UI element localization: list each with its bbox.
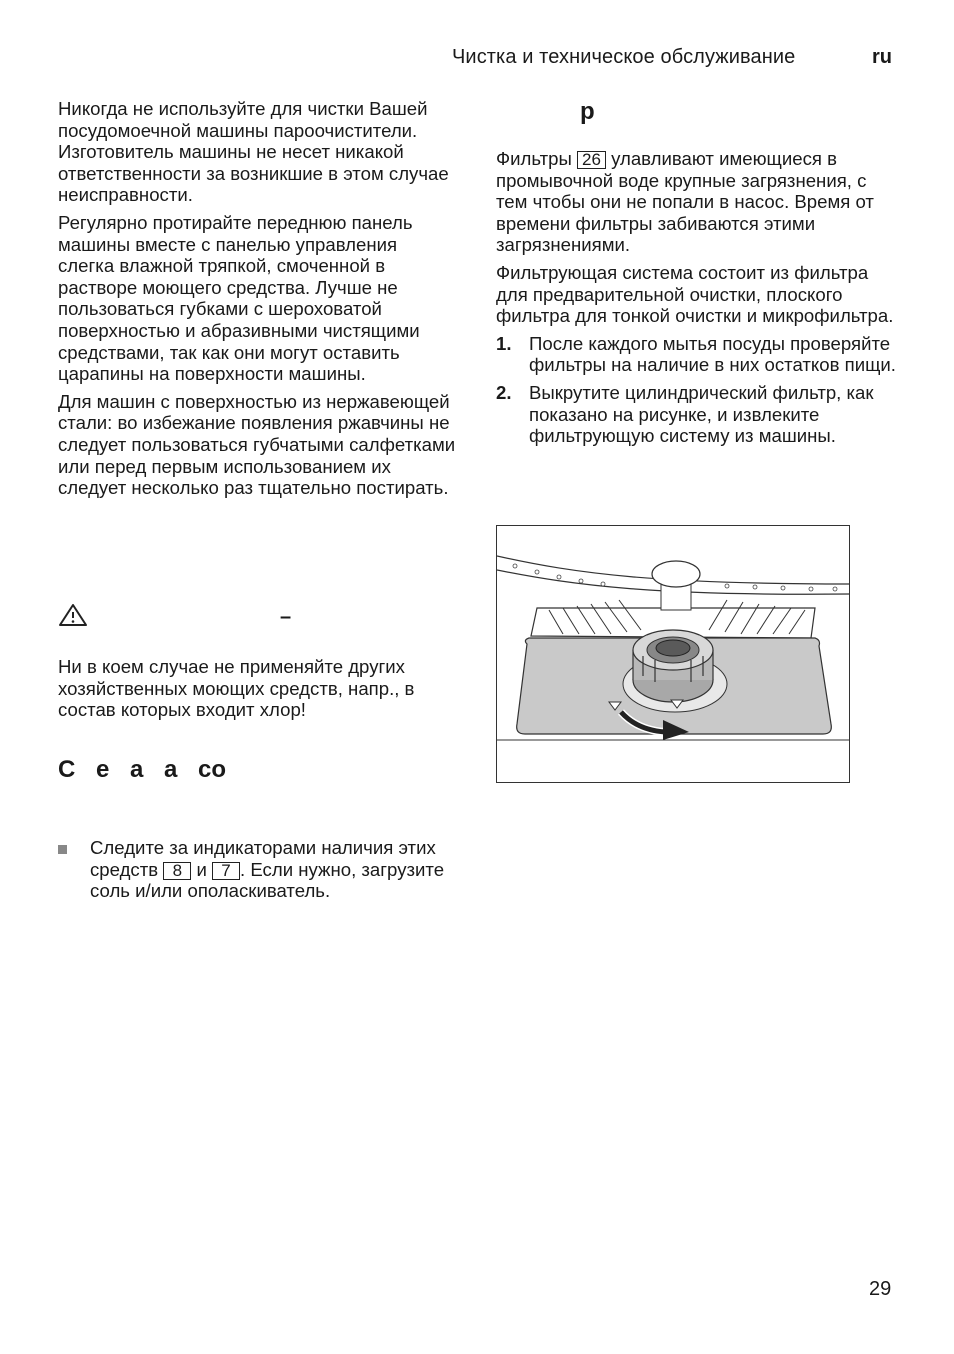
filter-illustration bbox=[496, 525, 850, 783]
step-text: После каждого мытья посуды проверяйте фильтры на наличие в них остатков пищи. bbox=[529, 332, 896, 376]
step-number: 1. bbox=[496, 332, 512, 354]
step-number: 2. bbox=[496, 381, 512, 403]
right-column bbox=[496, 148, 896, 453]
paragraph-stainless-steel: Для машин с поверхностью из нержавеющей стали: во избежание появления ржавчины не следует пользоваться губчатыми салфетками или перед первым использованием их следует несколько раз тщательно постирать. bbox=[58, 390, 456, 499]
page-number: 29 bbox=[869, 1278, 892, 1300]
paragraph-filters-intro bbox=[496, 148, 896, 256]
step-text: Выкрутите цилиндрический фильтр, как показано на рисунке, и извлеките фильтрующую систему из машины. bbox=[529, 381, 874, 447]
section-heading-detergents: С е а а со bbox=[58, 756, 227, 783]
warning-text: Ни в коем случае не применяйте других хозяйственных моющих средств, напр., в состав которых входит хлор! bbox=[58, 656, 415, 721]
warning-dash: – bbox=[280, 606, 292, 628]
list-item bbox=[496, 382, 896, 447]
reference-box-26: 26 bbox=[577, 151, 606, 169]
reference-box-7: 7 bbox=[212, 862, 240, 880]
bullet-square-icon bbox=[58, 845, 67, 854]
paragraph-filter-system: Фильтрующая система состоит из фильтра для предварительной очистки, плоского фильтра для тонкой очистки и микрофильтра. bbox=[496, 261, 894, 327]
steps-list bbox=[496, 333, 896, 447]
bullet-text-post: . Если нужно, загрузите соль и/или ополаскиватель. bbox=[90, 858, 445, 902]
bullet-item-indicators bbox=[58, 837, 458, 902]
header-section-title: Чистка и техническое обслуживание bbox=[452, 46, 796, 68]
bullet-text-and: и bbox=[196, 858, 207, 880]
filter-drawing bbox=[497, 526, 850, 783]
left-column bbox=[58, 98, 458, 505]
filters-text-pre: Фильтры bbox=[496, 148, 572, 169]
reference-box-8: 8 bbox=[163, 862, 191, 880]
paragraph-steam-cleaners: Никогда не используйте для чистки Вашей посудомоечной машины пароочистители. Изготовитель машины не несет никакой ответственности за возникшие в этом случае неисправности. bbox=[58, 98, 449, 206]
paragraph-front-panel: Регулярно протирайте переднюю панель машины вместе с панелью управления слегка влажной тряпкой, смоченной в растворе моющего средства. Лучше не пользоваться губками с шероховатой поверхностью и абразивными чистящими средствами, так как они могут оставить царапины на поверхности машины. bbox=[58, 211, 420, 385]
bullet-text-pre: Следите за индикаторами наличия этих средств bbox=[90, 837, 436, 880]
header-language: ru bbox=[872, 46, 892, 68]
warning-triangle-icon bbox=[58, 603, 88, 627]
section-heading-filters: р bbox=[580, 98, 595, 125]
filters-text-post: улавливают имеющиеся в промывочной воде крупные загрязнения, с тем чтобы они не попали в насос. Время от времени фильтры забиваются этими загрязнениями. bbox=[496, 148, 874, 256]
list-item bbox=[496, 333, 896, 376]
